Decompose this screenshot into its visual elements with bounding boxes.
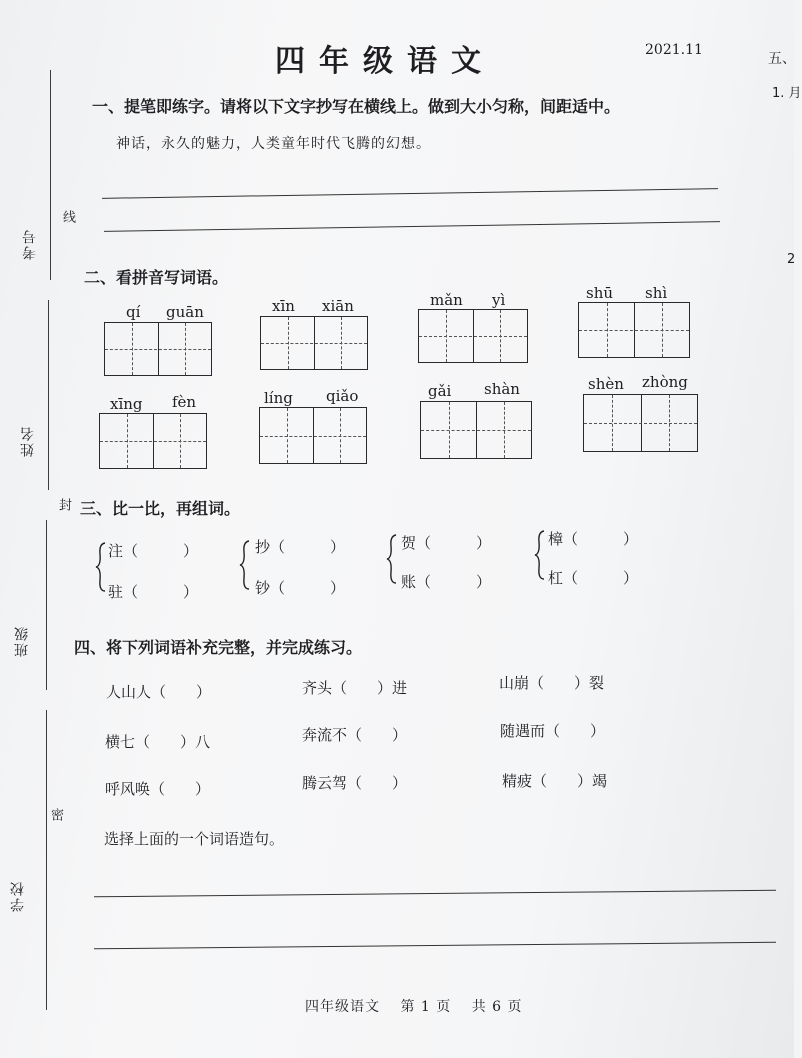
school-label: 学校 <box>10 880 26 912</box>
section3-heading: 三、比一比，再组词。 <box>80 499 241 518</box>
idiom-7: 呼风唤（ ） <box>105 780 211 798</box>
name-label: 姓名 <box>20 425 36 457</box>
pinyin-2b: xiān <box>322 297 354 315</box>
pinyin-6b: qiǎo <box>326 387 359 405</box>
idiom-8: 腾云驾（ ） <box>302 774 408 792</box>
writing-grid-6[interactable] <box>259 407 367 464</box>
pinyin-1b: guān <box>166 303 204 321</box>
writing-grid-5[interactable] <box>99 413 207 469</box>
pinyin-8a: shèn <box>588 375 624 393</box>
idiom-9: 精疲（ ）竭 <box>502 772 608 790</box>
pinyin-8b: zhòng <box>642 373 688 391</box>
pinyin-5b: fèn <box>172 393 197 411</box>
pinyin-3a: mǎn <box>430 291 463 309</box>
writing-grid-1[interactable] <box>104 322 212 376</box>
margin-mark-seal: 封 <box>56 498 71 511</box>
pinyin-1a: qí <box>126 303 141 321</box>
compare-3b: 账（ ） <box>401 573 492 591</box>
pinyin-6a: líng <box>264 389 293 407</box>
margin-line-2 <box>48 300 49 490</box>
exam-date: 2021.11 <box>645 42 703 58</box>
brace-icon <box>240 540 250 590</box>
page-footer: 四年级语文 第 1 页 共 6 页 <box>305 999 523 1015</box>
pinyin-7a: gǎi <box>428 382 452 400</box>
pinyin-3b: yì <box>492 291 506 309</box>
margin-line-4 <box>46 710 47 1010</box>
compare-1a: 注（ ） <box>108 542 199 560</box>
writing-grid-3[interactable] <box>418 309 528 363</box>
compare-3a: 贺（ ） <box>401 534 492 552</box>
margin-line-1 <box>50 70 51 280</box>
class-label: 班级 <box>14 625 30 657</box>
brace-icon <box>387 534 397 584</box>
section4-heading: 四、将下列词语补充完整，并完成练习。 <box>74 638 363 657</box>
compare-2b: 钞（ ） <box>255 579 346 597</box>
margin-mark-secret: 密 <box>48 808 63 821</box>
writing-grid-7[interactable] <box>420 401 532 459</box>
compare-2a: 抄（ ） <box>255 538 346 556</box>
section1-heading: 一、提笔即练字。请将以下文字抄写在横线上。做到大小匀称，间距适中。 <box>92 97 621 116</box>
page-title: 四年级语文 <box>275 44 495 79</box>
margin-mark-line: 线 <box>60 210 75 223</box>
sentence-writing-line-2[interactable] <box>94 942 776 950</box>
pinyin-2a: xīn <box>272 297 295 315</box>
brace-icon <box>96 542 106 592</box>
brace-icon <box>535 530 545 580</box>
compare-4b: 杠（ ） <box>548 569 639 587</box>
writing-grid-2[interactable] <box>260 316 368 370</box>
compare-4a: 樟（ ） <box>548 530 639 548</box>
copy-source-text: 神话，永久的魅力，人类童年时代飞腾的幻想。 <box>116 136 431 152</box>
pinyin-4a: shū <box>586 284 614 302</box>
next-page-section-edge: 五、 <box>768 51 796 67</box>
idiom-6: 随遇而（ ） <box>500 722 606 740</box>
sentence-prompt: 选择上面的一个词语造句。 <box>104 830 285 848</box>
margin-line-3 <box>46 520 47 690</box>
idiom-4: 横七（ ）八 <box>105 733 211 751</box>
pinyin-7b: shàn <box>484 380 520 398</box>
writing-grid-8[interactable] <box>583 394 698 452</box>
next-page-item1-edge: 1. 月 <box>772 86 802 101</box>
copy-writing-line-2[interactable] <box>104 221 720 232</box>
idiom-3: 山崩（ ）裂 <box>499 674 605 692</box>
copy-writing-line-1[interactable] <box>102 188 718 199</box>
idiom-2: 齐头（ ）进 <box>302 679 408 697</box>
pinyin-5a: xīng <box>110 395 143 413</box>
compare-1b: 驻（ ） <box>108 583 199 601</box>
sentence-writing-line-1[interactable] <box>94 890 776 898</box>
pinyin-4b: shì <box>645 284 668 302</box>
next-page-item2-edge: 2 <box>787 252 796 267</box>
section2-heading: 二、看拼音写词语。 <box>84 268 229 287</box>
idiom-5: 奔流不（ ） <box>302 726 408 744</box>
exam-number-label: 考号 <box>22 228 38 260</box>
idiom-1: 人山人（ ） <box>106 683 212 701</box>
writing-grid-4[interactable] <box>578 302 690 358</box>
